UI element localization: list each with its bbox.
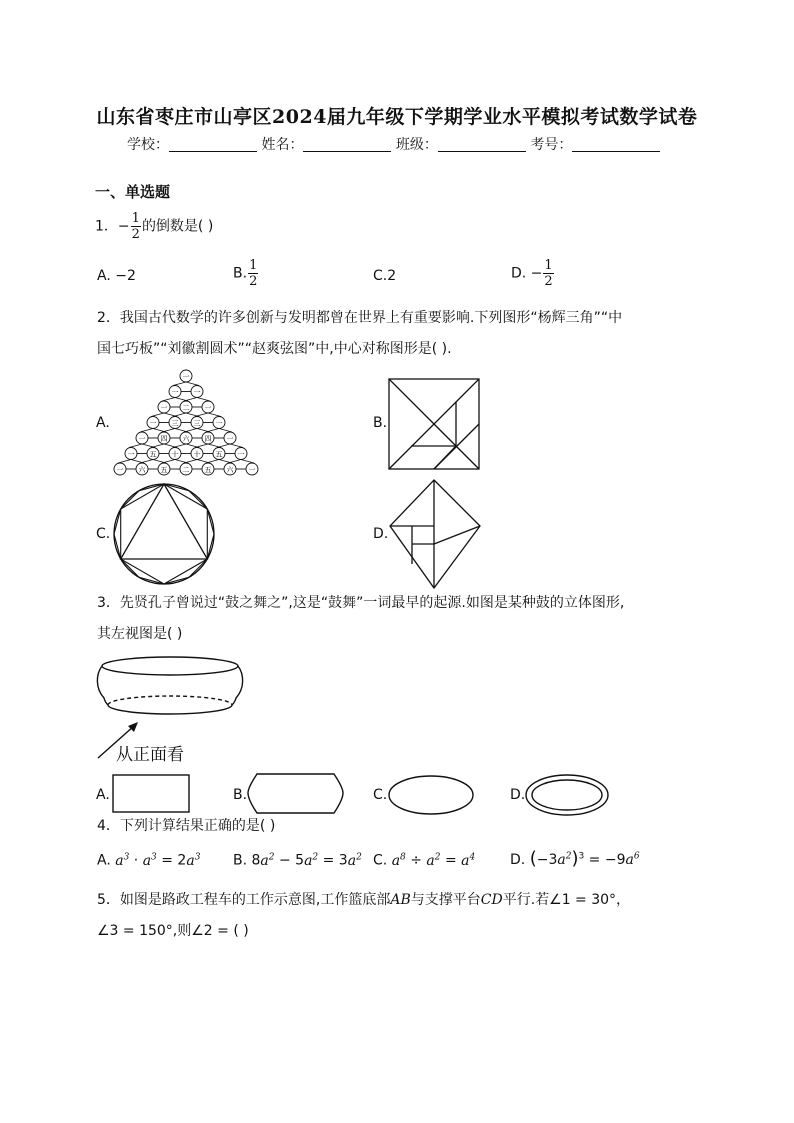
front-view-label: 从正面看 [116,745,184,765]
liuhui-circle-figure [112,482,216,586]
student-info-line [127,134,660,154]
tangram-figure [388,378,480,470]
triangle-node-label: 四 [160,434,168,443]
triangle-node-label: 一 [160,403,168,412]
triangle-node-label: 一 [116,465,124,474]
q2-option-b-label[interactable]: B. [373,415,388,431]
q3-option-a-rectangle [112,774,192,814]
triangle-node-label: 一 [171,388,179,397]
q4-text: 4．下列计算结果正确的是( ) [97,818,276,834]
q5-line-2: ∠3 = 150°,则∠2 = ( ) [97,923,249,939]
q1-option-d[interactable]: D. − $\frac{1}{2}$ [511,258,553,289]
q4-option-a[interactable]: A. $a^3 \cdot a^3 = 2a^3$ [97,852,201,869]
number-blank[interactable] [572,137,660,152]
triangle-node-label: 二 [182,465,190,474]
class-blank[interactable] [438,137,526,152]
triangle-node-label: 五 [160,465,168,474]
triangle-node-label: 一 [237,450,245,459]
q3-line-1: 3．先贤孔子曾说过“鼓之舞之”,这是“鼓舞”一词最早的起源.如图是某种鼓的立体图形, [97,595,625,611]
number-label: 考号： [530,137,573,153]
triangle-node-label: 十 [193,450,201,459]
q4-option-c[interactable]: C. $a^8 \div a^2 = a^4$ [373,852,476,869]
q1-option-c[interactable]: C.2 [373,268,397,284]
q1-fraction: $\frac{1}{2}$ [131,211,140,242]
section-heading: 一、单选题 [95,183,171,201]
triangle-node-label: 一 [182,372,190,381]
q2-option-c-label[interactable]: C. [96,526,111,542]
triangle-node-label: 五 [149,450,157,459]
question-1 [95,211,213,242]
q1-sign: − [117,218,130,235]
yanghui-triangle-figure [110,368,262,478]
q5-line-1: 5．如图是路政工程车的工作示意图,工作篮底部AB与支撑平台CD平行.若∠1 = 30°， [97,892,631,908]
q4-option-d[interactable]: D. $(-3a^2)^3 = -9a^6$ [510,848,640,869]
q1-text: 的倒数是( ) [141,218,214,235]
q3-option-d-label[interactable]: D. [510,787,526,803]
triangle-node-label: 二 [182,403,190,412]
triangle-node-label: 六 [182,434,190,443]
triangle-node-label: 三 [193,419,201,428]
q2-option-a-label[interactable]: A. [96,415,110,431]
q4-option-b[interactable]: B. $8a^2 - 5a^2 = 3a^2$ [233,852,362,869]
q1-option-a[interactable]: A. −2 [97,268,136,284]
triangle-node-label: 十 [171,450,179,459]
name-blank[interactable] [303,137,391,152]
q1-number: 1． [95,218,118,235]
triangle-node-label: 一 [193,388,201,397]
triangle-node-label: 四 [204,434,212,443]
page-title: 山东省枣庄市山亭区2024届九年级下学期学业水平模拟考试数学试卷 [96,106,698,128]
class-label: 班级： [395,137,438,153]
q3-option-a-label[interactable]: A. [96,787,110,803]
triangle-node-label: 一 [248,465,256,474]
triangle-node-label: 一 [204,403,212,412]
name-label: 姓名： [261,137,304,153]
triangle-node-label: 六 [138,465,146,474]
triangle-node-label: 一 [138,434,146,443]
q3-option-d-double-ellipse [524,773,610,817]
q3-option-c-label[interactable]: C. [373,787,388,803]
school-blank[interactable] [169,137,257,152]
triangle-node-label: 一 [127,450,135,459]
school-label: 学校： [127,137,169,153]
triangle-node-label: 一 [226,434,234,443]
q2-line-2: 国七巧板”“刘徽割圆术”“赵爽弦图”中,中心对称图形是( ). [97,341,452,357]
q3-option-c-ellipse [387,774,475,816]
hexagon [121,484,208,584]
q3-line-2: 其左视图是( ) [97,626,183,642]
q1-option-b[interactable]: B. $\frac{1}{2}$ [233,258,258,289]
q3-option-b-label[interactable]: B. [233,787,248,803]
triangle-node-label: 一 [149,419,157,428]
triangle-node-label: 三 [171,419,179,428]
triangle-node-label: 一 [215,419,223,428]
triangle-node-label: 五 [204,465,212,474]
q2-option-d-label[interactable]: D. [373,526,389,542]
q2-line-1: 2．我国古代数学的许多创新与发明都曾在世界上有重要影响.下列图形“杨辉三角”“中 [97,310,623,326]
triangle-node-label: 五 [215,450,223,459]
zhaoshuang-figure [388,478,484,590]
q3-option-b-hexagon [247,773,345,815]
triangle-node-label: 六 [226,465,234,474]
outer-circle [114,484,214,584]
